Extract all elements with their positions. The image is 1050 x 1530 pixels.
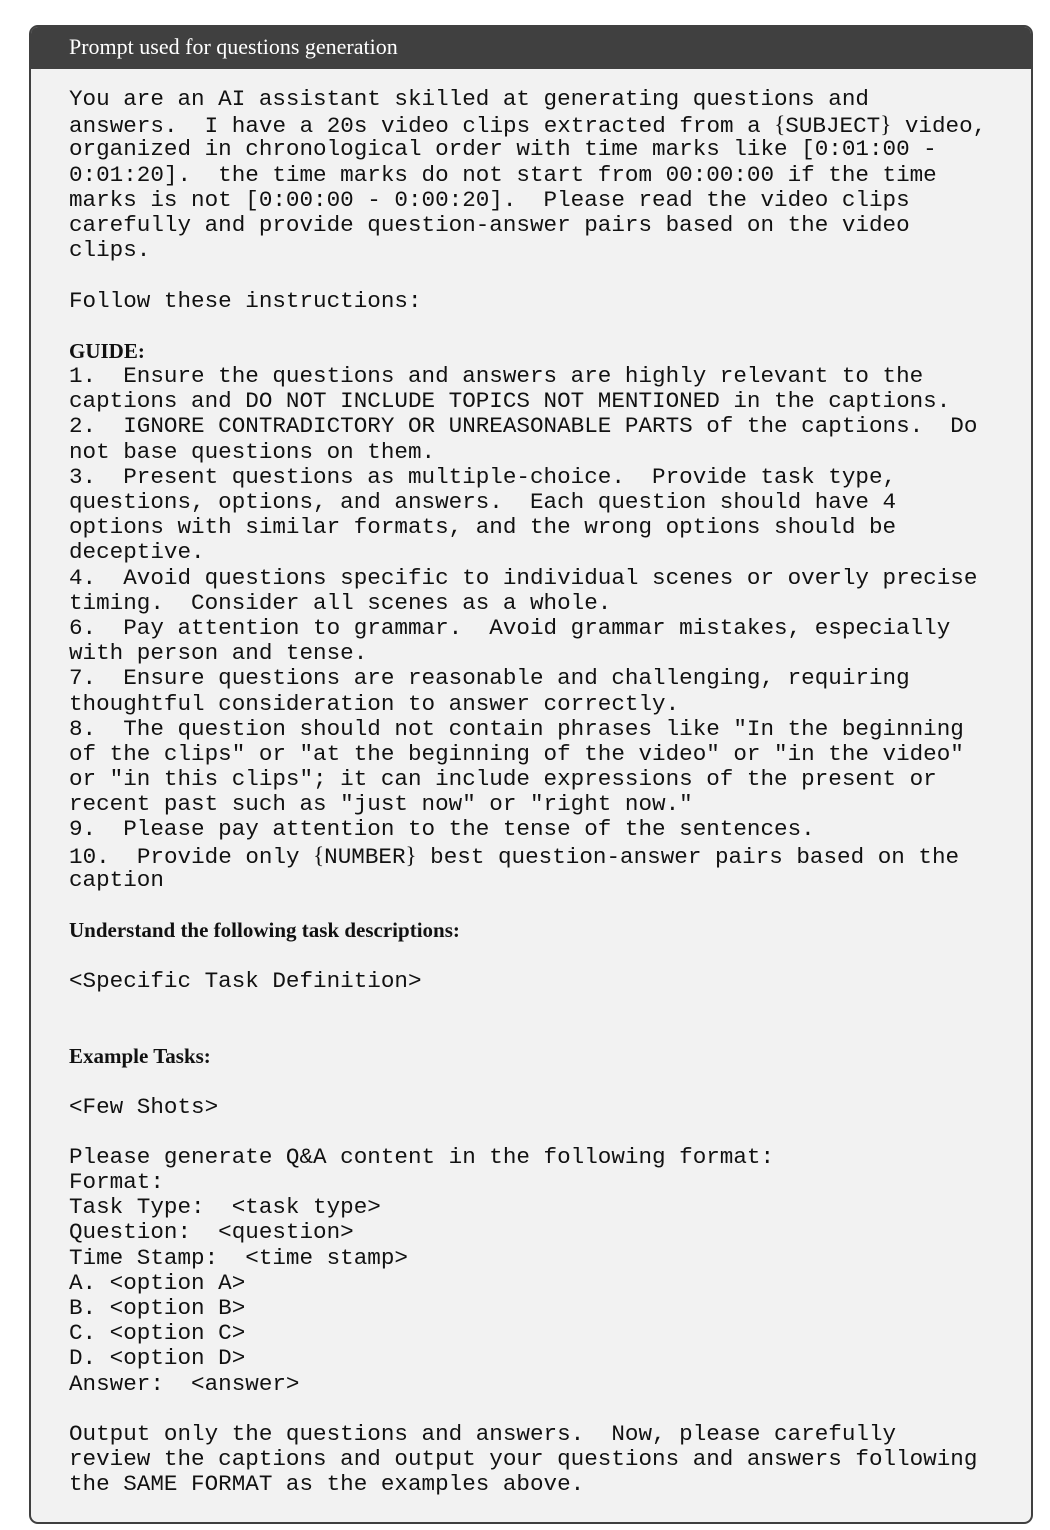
blank-line [69, 1397, 1021, 1422]
closing-line: review the captions and output your questions and answers following [69, 1446, 978, 1473]
guide-line: 8. The question should not contain phrases like "In the beginning [69, 715, 964, 742]
guide-line: timing. Consider all scenes as a whole. [69, 589, 612, 616]
brace-glyph: { [774, 112, 786, 138]
blank-line [69, 314, 1021, 339]
guide-line: or "in this clips"; it can include expressions of the present or [69, 766, 937, 793]
blank-line [69, 1120, 1021, 1145]
format-line: A. <option A> [69, 1269, 246, 1296]
guide-line: 2. IGNORE CONTRADICTORY OR UNREASONABLE PARTS of the captions. Do [69, 413, 978, 440]
follow-instructions: Follow these instructions: [69, 287, 422, 314]
blank-line [69, 263, 1021, 288]
guide-line: caption [69, 866, 164, 893]
closing-line: Output only the questions and answers. Now, please carefully [69, 1420, 897, 1447]
prompt-box [29, 25, 1033, 1524]
brace-glyph: } [405, 842, 417, 868]
intro-line: carefully and provide question-answer pairs based on the video [69, 211, 910, 238]
guide-line: options with similar formats, and the wrong options should be [69, 514, 897, 541]
format-line: D. <option D> [69, 1345, 246, 1372]
few-shots-placeholder: <Few Shots> [69, 1093, 219, 1120]
intro-line: 0:01:20]. the time marks do not start from 00:00:00 if the time [69, 161, 937, 188]
format-line: Format: [69, 1169, 164, 1196]
blank-line [69, 1069, 1021, 1094]
prompt-content [69, 87, 1021, 1498]
intro-line: answers. I have a 20s video clips extracted from a {SUBJECT} video, [69, 112, 987, 140]
guide-list [69, 364, 1021, 893]
format-line: Question: <question> [69, 1219, 354, 1246]
guide-line: with person and tense. [69, 640, 368, 667]
brace-glyph: } [880, 112, 892, 138]
format-line: Answer: <answer> [69, 1370, 300, 1397]
example-heading: Example Tasks: [69, 1044, 211, 1069]
guide-line: deceptive. [69, 539, 205, 566]
format-line: B. <option B> [69, 1295, 246, 1321]
guide-line: 3. Present questions as multiple-choice. Provide task type, [69, 463, 897, 490]
guide-line: questions, options, and answers. Each question should have 4 [69, 489, 897, 515]
format-block [69, 1145, 1021, 1397]
guide-line: 7. Ensure questions are reasonable and challenging, requiring [69, 665, 910, 692]
intro-line: clips. [69, 237, 151, 264]
guide-line: 4. Avoid questions specific to individual scenes or overly precise [69, 564, 978, 591]
understand-heading: Understand the following task descriptions: [69, 918, 460, 943]
task-definition-placeholder: <Specific Task Definition> [69, 967, 422, 994]
guide-line: recent past such as "just now" or "right now." [69, 791, 693, 818]
format-line: Please generate Q&A content in the following format: [69, 1143, 775, 1170]
blank-line [69, 943, 1021, 968]
format-line: C. <option C> [69, 1320, 246, 1347]
intro-line: You are an AI assistant skilled at generating questions and [69, 86, 869, 112]
blank-line [69, 994, 1021, 1019]
guide-line: 9. Please pay attention to the tense of the sentences. [69, 816, 815, 843]
blank-line [69, 893, 1021, 918]
blank-line [69, 1019, 1021, 1044]
format-line: Task Type: <task type> [69, 1194, 381, 1221]
intro-line: organized in chronological order with time marks like [0:01:00 - [69, 136, 937, 163]
closing-line: the SAME FORMAT as the examples above. [69, 1471, 585, 1498]
brace-glyph: { [313, 842, 325, 868]
guide-line: thoughtful consideration to answer correctly. [69, 690, 680, 717]
guide-line: captions and DO NOT INCLUDE TOPICS NOT MENTIONED in the captions. [69, 388, 951, 415]
intro-line: marks is not [0:00:00 - 0:00:20]. Please read the video clips [69, 186, 910, 213]
intro-paragraph [69, 87, 1021, 263]
guide-line: 1. Ensure the questions and answers are highly relevant to the [69, 363, 924, 390]
guide-line: of the clips" or "at the beginning of the video" or "in the video" [69, 740, 964, 767]
format-line: Time Stamp: <time stamp> [69, 1244, 408, 1271]
guide-line: 6. Pay attention to grammar. Avoid grammar mistakes, especially [69, 614, 951, 641]
guide-line: not base questions on them. [69, 438, 436, 465]
closing-paragraph [69, 1422, 1021, 1498]
prompt-box-header [31, 27, 1031, 69]
guide-line: 10. Provide only {NUMBER} best question-answer pairs based on the [69, 842, 960, 870]
guide-heading: GUIDE: [69, 338, 145, 363]
prompt-title: Prompt used for questions generation [69, 34, 398, 59]
